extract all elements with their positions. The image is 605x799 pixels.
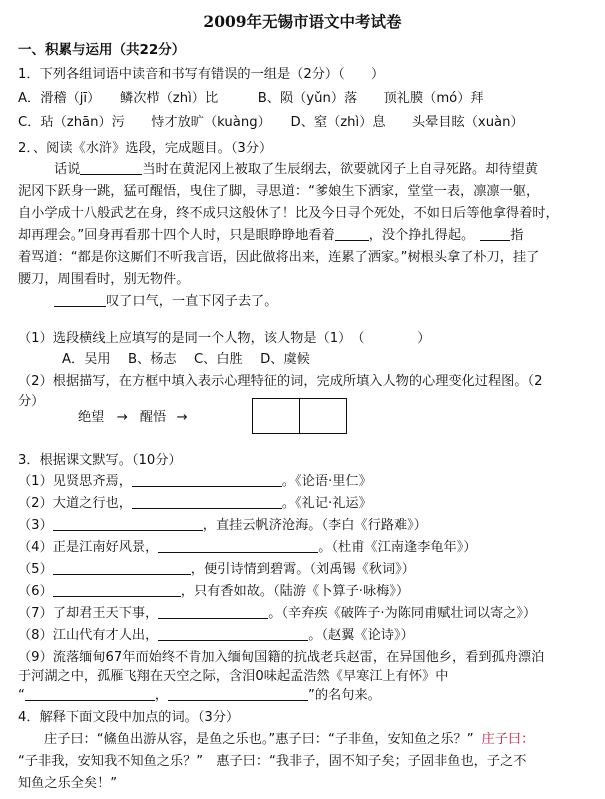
q3-line: （9）流落缅甸67年而始终不肯加入缅甸国籍的抗战老兵赵雷，在异国他乡，看到孤舟漂泊 xyxy=(18,650,545,665)
q3-line: （8）江山代有才人出， 。（赵翼《论诗》） xyxy=(18,628,414,643)
q2-stem: 2．、阅读《水浒》选段，完成题目。（3分） xyxy=(18,141,273,156)
q2-passage-line: 着骂道：“都是你这厮们不听我言语，因此做将出来，连累了洒家。”树根头拿了朴刀，挂了 xyxy=(18,250,540,265)
answer-box xyxy=(252,398,300,434)
q2-passage-line: 话说 当时在黄泥冈上被取了生辰纲去，欲要就冈子上自寻死路。却待望黄 xyxy=(54,162,538,177)
q3-line: （3） ，直挂云帆济沧海。（李白《行路难》） xyxy=(18,518,427,533)
answer-blank xyxy=(54,293,106,307)
q4-text-line: 知鱼之乐全矣！” xyxy=(18,776,118,791)
answer-blank xyxy=(132,495,282,509)
q3-stem: 3．根据课文默写。（10分） xyxy=(18,453,182,468)
answer-blank xyxy=(335,227,369,241)
q3-line: （2）大道之行也， 。《礼记·礼运》 xyxy=(18,496,372,511)
flow-step-despair: 绝望 xyxy=(78,410,105,425)
answer-blank xyxy=(25,687,155,701)
q3-line: （5） ，便引诗情到碧霄。（刘禹锡《秋词》） xyxy=(18,562,415,577)
q2-subquestion-2: （2）根据描写，在方框中填入表示心理特征的词，完成所填入人物的心理变化过程图。（2 xyxy=(18,374,543,389)
answer-blank xyxy=(80,161,142,175)
q1-stem: 1．下列各组词语中读音和书写有错误的一组是（2分）（ ） xyxy=(18,67,385,82)
q3-line: （4）正是江南好风景， 。（杜甫《江南逢李龟年》） xyxy=(18,540,477,555)
q3-line: （7）了却君王天下事， 。（辛弃疾《破阵子·为陈同甫赋壮词以寄之》） xyxy=(18,606,537,621)
q2-passage-line: 自小学成十八般武艺在身，终不成只这般休了！比及今日寻个死处，不如日后等他拿得着时， xyxy=(18,206,559,221)
q2-passage-line: 却再理会。”回身再看那十四个人时，只是眼睁睁地看着 ，没个挣扎得起。 指 xyxy=(18,228,524,243)
answer-blank xyxy=(158,539,318,553)
q3-line: 于河湖之中，孤雁飞翔在天空之际，含泪0味起孟浩然《早寒江上有怀》中 xyxy=(18,669,449,684)
answer-blank xyxy=(168,687,308,701)
arrow-icon: → xyxy=(176,410,188,425)
section-heading: 一、积累与运用（共22分） xyxy=(18,42,186,58)
q2-passage-line: 泥冈下跃身一跳，猛可醒悟，曳住了脚，寻思道：“爹娘生下洒家，堂堂一表，凛凛一躯， xyxy=(18,184,540,199)
q4-stem: 4．解释下面文段中加点的词。（3分） xyxy=(18,710,240,725)
q3-line: （1）见贤思齐焉， 。《论语·里仁》 xyxy=(18,474,372,489)
arrow-icon: → xyxy=(116,410,128,425)
exam-title: 2009年无锡市语文中考试卷 xyxy=(203,12,402,31)
answer-blank xyxy=(480,227,510,241)
q3-line: “ ， ”的名句来。 xyxy=(18,688,381,703)
answer-blank xyxy=(132,473,282,487)
q3-line: （6） ，只有香如故。（陆游《卜算子·咏梅》） xyxy=(18,584,410,599)
answer-blank xyxy=(53,517,203,531)
q2-passage-line: 腰刀，周围看时，别无物件。 xyxy=(18,272,190,287)
answer-blank xyxy=(53,561,191,575)
q2-subquestion-1: （1）选段横线上应填写的是同一个人物，该人物是（1） （ ） xyxy=(18,331,431,346)
q1-options-cd: C．玷（zhān）污 恃才放旷（kuàng） D、窒（zhì）息 头晕目眩（xuàn） xyxy=(18,115,524,130)
q4-text-line: 庄子曰：“鯈鱼出游从容，是鱼之乐也。”惠子曰：“子非鱼，安知鱼之乐？” 庄子曰： xyxy=(44,732,535,747)
answer-blank xyxy=(158,627,308,641)
q2-subquestion-1-options: A．吴用 B、杨志 C、白胜 D、虞候 xyxy=(62,352,310,367)
answer-box xyxy=(299,398,347,434)
q4-text-line: “子非我，安知我不知鱼之乐？” 惠子曰：“我非子，固不知子矣；子固非鱼也，子之不 xyxy=(18,754,527,769)
q2-subquestion-2-cont: 分） xyxy=(18,394,45,409)
psych-flow xyxy=(78,409,187,427)
answer-blank xyxy=(158,605,268,619)
answer-blank xyxy=(53,583,181,597)
flow-step-awaken: 醒悟 xyxy=(139,410,167,425)
q2-passage-line: 叹了口气，一直下冈子去了。 xyxy=(54,293,277,311)
q1-options-ab: A．滑稽（jī） 鳞次栉（zhì）比 B、陨（yǔn）落 顶礼膜（mó）拜 xyxy=(18,91,484,106)
